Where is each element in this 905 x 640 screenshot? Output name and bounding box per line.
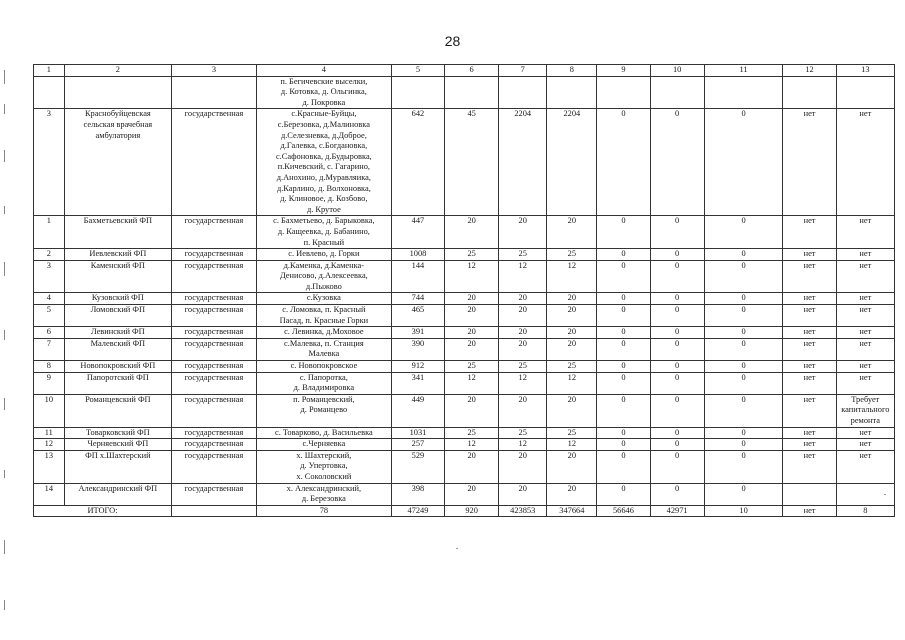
facilities-table: [33, 64, 895, 517]
table-cell: 0: [704, 483, 783, 505]
table-row: [34, 361, 895, 373]
table-row: [34, 450, 895, 483]
table-row: [34, 427, 895, 439]
table-cell: Черняевский ФП: [64, 439, 171, 451]
table-cell: 20: [499, 450, 547, 483]
table-cell: 0: [597, 327, 650, 339]
table-cell: [172, 76, 257, 109]
table-cell: государственная: [172, 249, 257, 261]
table-cell: 25: [499, 427, 547, 439]
table-cell: 0: [650, 327, 704, 339]
table-cell: [704, 76, 783, 109]
table-cell: 0: [704, 305, 783, 327]
table-cell: государственная: [172, 361, 257, 373]
column-number-header: 6: [445, 65, 499, 77]
total-row: [34, 505, 895, 517]
table-row: [34, 394, 895, 427]
column-number-header: 4: [256, 65, 391, 77]
table-cell: 0: [650, 439, 704, 451]
table-cell: [783, 76, 836, 109]
table-cell: нет: [783, 293, 836, 305]
table-cell: нет: [783, 109, 836, 216]
table-cell: 0: [597, 450, 650, 483]
table-cell: 0: [704, 361, 783, 373]
column-number-header: 12: [783, 65, 836, 77]
table-cell: нет: [783, 394, 836, 427]
table-cell: Кузовский ФП: [64, 293, 171, 305]
table-cell: 0: [597, 109, 650, 216]
table-cell: 0: [597, 372, 650, 394]
table-cell: 25: [445, 361, 499, 373]
table-cell: 20: [547, 305, 597, 327]
total-value: 347664: [547, 505, 597, 517]
table-cell: 25: [445, 249, 499, 261]
table-cell: 0: [650, 249, 704, 261]
table-cell: 0: [650, 483, 704, 505]
table-cell: с. Товарково, д. Васильевка: [256, 427, 391, 439]
table-cell: 25: [445, 427, 499, 439]
table-row: [34, 76, 895, 109]
table-cell: Романцевский ФП: [64, 394, 171, 427]
table-cell: 20: [547, 293, 597, 305]
table-cell: государственная: [172, 109, 257, 216]
table-cell: 257: [391, 439, 444, 451]
table-cell: нет: [836, 450, 894, 483]
table-cell: 20: [445, 293, 499, 305]
table-cell: с.Малевка, п. Станция Малевка: [256, 338, 391, 360]
table-cell: п. Романцевский, д. Романцево: [256, 394, 391, 427]
column-number-header: 1: [34, 65, 65, 77]
table-cell: 390: [391, 338, 444, 360]
table-row: [34, 260, 895, 293]
table-cell: 0: [650, 305, 704, 327]
table-cell: 0: [650, 394, 704, 427]
table-cell: [547, 76, 597, 109]
table-cell: 12: [445, 260, 499, 293]
table-cell: 642: [391, 109, 444, 216]
table-cell: Иевлевский ФП: [64, 249, 171, 261]
table-cell: 0: [704, 439, 783, 451]
table-cell: 20: [445, 216, 499, 249]
table-cell: с. Левинка, д.Моховое: [256, 327, 391, 339]
table-cell: 20: [499, 483, 547, 505]
table-cell: 0: [650, 260, 704, 293]
column-number-header: 9: [597, 65, 650, 77]
table-cell: 20: [445, 305, 499, 327]
table-row: [34, 305, 895, 327]
table-cell: 20: [499, 305, 547, 327]
table-cell: государственная: [172, 260, 257, 293]
table-cell: 0: [650, 427, 704, 439]
table-cell: 6: [34, 327, 65, 339]
table-cell: государственная: [172, 305, 257, 327]
table-cell: 0: [704, 394, 783, 427]
column-number-header: 13: [836, 65, 894, 77]
table-cell: 0: [704, 293, 783, 305]
table-cell: 20: [445, 338, 499, 360]
table-cell: нет: [836, 260, 894, 293]
table-cell: нет: [836, 327, 894, 339]
table-cell: 449: [391, 394, 444, 427]
table-cell: д.Каменка, д.Каменка- Денисово, д.Алексеевка, д.Пыжово: [256, 260, 391, 293]
table-cell: 1031: [391, 427, 444, 439]
table-cell: нет: [836, 293, 894, 305]
table-cell: 2: [34, 249, 65, 261]
table-cell: 25: [499, 361, 547, 373]
table-cell: 20: [445, 327, 499, 339]
table-cell: 0: [704, 427, 783, 439]
table-cell: государственная: [172, 483, 257, 505]
table-cell: 2204: [499, 109, 547, 216]
page-number: 28: [444, 33, 461, 49]
table-row: [34, 372, 895, 394]
table-cell: государственная: [172, 450, 257, 483]
total-value: 78: [256, 505, 391, 517]
table-cell: 0: [650, 109, 704, 216]
table-cell: Папоротский ФП: [64, 372, 171, 394]
table-row: [34, 327, 895, 339]
table-cell: 20: [499, 338, 547, 360]
table-cell: нет: [783, 216, 836, 249]
table-cell: [836, 483, 894, 505]
table-cell: 3: [34, 109, 65, 216]
table-cell: 12: [34, 439, 65, 451]
table-cell: 12: [445, 372, 499, 394]
table-cell: Каменский ФП: [64, 260, 171, 293]
column-number-header: 10: [650, 65, 704, 77]
table-cell: 0: [704, 249, 783, 261]
table-cell: 0: [650, 216, 704, 249]
table-cell: п. Бегичевские выселки, д. Котовка, д. Ольгинка, д. Покровка: [256, 76, 391, 109]
table-cell: 9: [34, 372, 65, 394]
table-cell: с. Иевлево, д. Горки: [256, 249, 391, 261]
total-value: 10: [704, 505, 783, 517]
table-cell: 20: [547, 327, 597, 339]
table-cell: Ломовский ФП: [64, 305, 171, 327]
table-cell: с.Кузовка: [256, 293, 391, 305]
table-cell: 12: [547, 372, 597, 394]
table-cell: нет: [783, 372, 836, 394]
table-cell: государственная: [172, 372, 257, 394]
table-cell: 0: [597, 249, 650, 261]
column-number-header: 11: [704, 65, 783, 77]
table-cell: 20: [547, 450, 597, 483]
table-cell: 14: [34, 483, 65, 505]
table-cell: [391, 76, 444, 109]
table-cell: [499, 76, 547, 109]
table-cell: х. Шахтерский, д. Упертовка, х. Соколовский: [256, 450, 391, 483]
table-cell: 5: [34, 305, 65, 327]
table-cell: 2204: [547, 109, 597, 216]
table-cell: государственная: [172, 427, 257, 439]
table-cell: 0: [597, 293, 650, 305]
table-cell: с. Ломовка, п. Красный Пасад, п. Красные Горки: [256, 305, 391, 327]
table-cell: 12: [499, 439, 547, 451]
table-cell: Малевский ФП: [64, 338, 171, 360]
table-cell: нет: [783, 450, 836, 483]
total-value: 42971: [650, 505, 704, 517]
total-cell: [172, 505, 257, 517]
total-value: 56646: [597, 505, 650, 517]
table-cell: 20: [547, 483, 597, 505]
table-cell: нет: [836, 427, 894, 439]
table-cell: 0: [597, 427, 650, 439]
table-cell: 1: [34, 216, 65, 249]
table-cell: 12: [499, 372, 547, 394]
table-cell: Левинский ФП: [64, 327, 171, 339]
table-cell: 20: [499, 394, 547, 427]
table-cell: 20: [445, 450, 499, 483]
table-row: [34, 439, 895, 451]
table-cell: 0: [704, 260, 783, 293]
table-cell: 20: [445, 394, 499, 427]
table-cell: нет: [836, 361, 894, 373]
table-cell: 25: [547, 249, 597, 261]
total-value: 47249: [391, 505, 444, 517]
table-cell: нет: [783, 260, 836, 293]
table-cell: 25: [499, 249, 547, 261]
table-cell: 0: [704, 450, 783, 483]
table-cell: 0: [597, 305, 650, 327]
table-cell: ФП х.Шахтерский: [64, 450, 171, 483]
table-cell: 912: [391, 361, 444, 373]
table-cell: нет: [836, 305, 894, 327]
table-cell: 447: [391, 216, 444, 249]
table-cell: нет: [836, 216, 894, 249]
column-number-header: 8: [547, 65, 597, 77]
table-cell: 7: [34, 338, 65, 360]
table-cell: [34, 76, 65, 109]
table-cell: 13: [34, 450, 65, 483]
table-cell: 0: [650, 293, 704, 305]
table-cell: 20: [547, 216, 597, 249]
scan-margin-marks: [4, 0, 6, 640]
table-cell: 0: [704, 338, 783, 360]
table-cell: 0: [704, 372, 783, 394]
table-cell: 20: [499, 293, 547, 305]
table-cell: с. Новопокровское: [256, 361, 391, 373]
table-cell: 4: [34, 293, 65, 305]
total-label: ИТОГО:: [34, 505, 172, 517]
table-cell: нет: [783, 338, 836, 360]
table-cell: 11: [34, 427, 65, 439]
table-cell: Требует капитального ремонта: [836, 394, 894, 427]
table-cell: 10: [34, 394, 65, 427]
table-cell: 20: [547, 394, 597, 427]
table-cell: 0: [650, 361, 704, 373]
table-row: [34, 216, 895, 249]
table-cell: Бахметьевский ФП: [64, 216, 171, 249]
table-cell: 744: [391, 293, 444, 305]
table-cell: с.Черняевка: [256, 439, 391, 451]
table-cell: Краснобуйцевская сельская врачебная амбулатория: [64, 109, 171, 216]
table-cell: 0: [704, 327, 783, 339]
table-cell: 391: [391, 327, 444, 339]
table-row: [34, 338, 895, 360]
table-cell: 20: [499, 216, 547, 249]
table-cell: 20: [547, 338, 597, 360]
table-cell: с. Бахметьево, д. Барыковка, д. Кащеевка, д. Бабанино, п. Красный: [256, 216, 391, 249]
table-cell: 3: [34, 260, 65, 293]
table-cell: 0: [597, 338, 650, 360]
column-number-header: 5: [391, 65, 444, 77]
table-cell: 20: [445, 483, 499, 505]
table-cell: [597, 76, 650, 109]
table-row: [34, 249, 895, 261]
table-cell: 398: [391, 483, 444, 505]
table-cell: нет: [783, 327, 836, 339]
table-cell: нет: [836, 439, 894, 451]
table-cell: 0: [650, 338, 704, 360]
total-value: 8: [836, 505, 894, 517]
table-cell: государственная: [172, 293, 257, 305]
table-cell: 465: [391, 305, 444, 327]
total-value: 920: [445, 505, 499, 517]
table-cell: [783, 483, 836, 505]
table-cell: 144: [391, 260, 444, 293]
table-cell: 0: [597, 483, 650, 505]
total-value: нет: [783, 505, 836, 517]
table-cell: [650, 76, 704, 109]
column-number-header: 7: [499, 65, 547, 77]
table-cell: нет: [783, 427, 836, 439]
table-cell: государственная: [172, 338, 257, 360]
table-cell: с. Папоротка, д. Владимировка: [256, 372, 391, 394]
column-number-row: [34, 65, 895, 77]
table-cell: Новопокровский ФП: [64, 361, 171, 373]
table-cell: 25: [547, 427, 597, 439]
column-number-header: 2: [64, 65, 171, 77]
table-cell: 25: [547, 361, 597, 373]
table-cell: государственная: [172, 439, 257, 451]
table-cell: 0: [597, 439, 650, 451]
table-cell: 20: [499, 327, 547, 339]
table-cell: Александринский ФП: [64, 483, 171, 505]
table-row: [34, 483, 895, 505]
table-cell: 529: [391, 450, 444, 483]
column-number-header: 3: [172, 65, 257, 77]
table-cell: [64, 76, 171, 109]
table-cell: нет: [783, 439, 836, 451]
table-cell: 0: [650, 372, 704, 394]
table-cell: нет: [836, 109, 894, 216]
table-cell: 0: [597, 216, 650, 249]
table-body: [34, 76, 895, 517]
table-cell: Товарковский ФП: [64, 427, 171, 439]
scan-speck: [456, 548, 458, 549]
table-cell: 341: [391, 372, 444, 394]
table-cell: 8: [34, 361, 65, 373]
table-cell: [836, 76, 894, 109]
table-cell: [445, 76, 499, 109]
table-cell: государственная: [172, 327, 257, 339]
table-cell: нет: [836, 249, 894, 261]
table-cell: 0: [650, 450, 704, 483]
table-cell: х. Александринский, д. Березовка: [256, 483, 391, 505]
table-cell: с.Красные-Буйцы, с.Березовка, д.Малиновка д.Селезневка, д.Доброе, д.Галевка, с.Богдановка, с.Сафоновка, д.Будыровка, п.Кичевский, с. Гагарино, д.Анохино, д.Муравляика, д.Карлино, д. Волхоновка, д. Клиновое, д. Козбово, д. Крутое: [256, 109, 391, 216]
table-cell: 12: [547, 260, 597, 293]
table-cell: государственная: [172, 394, 257, 427]
table-cell: 0: [597, 260, 650, 293]
table-cell: нет: [783, 305, 836, 327]
table-cell: 12: [499, 260, 547, 293]
table-cell: 0: [597, 394, 650, 427]
table-cell: 0: [597, 361, 650, 373]
table-cell: 45: [445, 109, 499, 216]
table-row: [34, 293, 895, 305]
table-cell: 12: [445, 439, 499, 451]
table-cell: нет: [836, 372, 894, 394]
total-value: 423853: [499, 505, 547, 517]
table-cell: государственная: [172, 216, 257, 249]
table-cell: 1008: [391, 249, 444, 261]
table-cell: 12: [547, 439, 597, 451]
table-cell: 0: [704, 109, 783, 216]
table-row: [34, 109, 895, 216]
table-cell: нет: [783, 249, 836, 261]
table-cell: нет: [836, 338, 894, 360]
table-cell: 0: [704, 216, 783, 249]
table-cell: нет: [783, 361, 836, 373]
